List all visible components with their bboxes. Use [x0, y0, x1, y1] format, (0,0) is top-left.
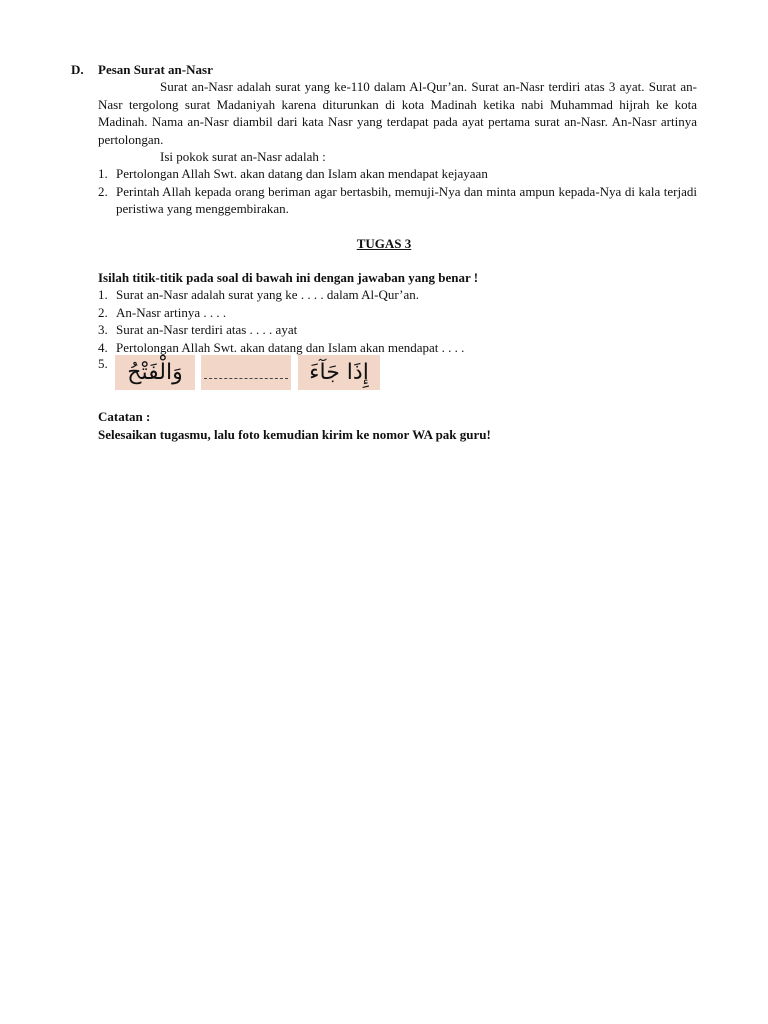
assignment-title: TUGAS 3: [356, 236, 412, 251]
question-number: 1.: [98, 287, 108, 302]
question-item: [98, 286, 697, 304]
question-list: [98, 286, 697, 356]
note-text: Selesaikan tugasmu, lalu foto kemudian kirim ke nomor WA pak guru!: [98, 427, 491, 442]
list-number: 2.: [98, 183, 108, 199]
main-points-intro: Isi pokok surat an-Nasr adalah :: [160, 149, 326, 164]
question-item: [98, 339, 697, 357]
arabic-word: وَالْفَتْحُ: [127, 360, 183, 385]
answer-blank-line: [204, 378, 288, 379]
arabic-word-box: [298, 355, 380, 390]
arabic-word-box: [115, 355, 195, 390]
question-number: 2.: [98, 304, 108, 320]
answer-blank-box: [201, 355, 291, 390]
section-title: Pesan Surat an-Nasr: [98, 62, 213, 77]
question-text: An-Nasr artinya . . . .: [116, 304, 227, 320]
intro-paragraph: Surat an-Nasr adalah surat yang ke-110 dalam Al-Qur’an. Surat an-Nasr terdiri atas 3 ayat. Surat an-Nasr tergolong surat Madaniyah karena diturunkan di kota Madinah ketika nabi Muhammad hijrah ke kota Madinah. Nama an-Nasr diambil dari kata Nasr yang terdapat pada ayat pertama surat an-Nasr. An-Nasr artinya pertolongan.: [98, 79, 697, 147]
question-number: 3.: [98, 322, 108, 337]
question-number: 5.: [98, 356, 108, 371]
question-item: [98, 321, 697, 339]
question-item: [98, 304, 697, 322]
assignment-instruction: Isilah titik-titik pada soal di bawah ini dengan jawaban yang benar !: [98, 270, 479, 285]
question-text: Pertolongan Allah Swt. akan datang dan Islam akan mendapat . . . .: [116, 339, 465, 355]
list-item: [98, 165, 697, 183]
arabic-word: إِذَا جَآءَ: [309, 360, 369, 385]
question-number: 4.: [98, 339, 108, 355]
list-item-text: Pertolongan Allah Swt. akan datang dan Islam akan mendapat kejayaan: [116, 166, 488, 181]
list-item: [98, 183, 697, 218]
question-5: [98, 355, 398, 393]
list-number: 1.: [98, 166, 108, 181]
main-points-list: [98, 165, 697, 218]
question-text: Surat an-Nasr adalah surat yang ke . . . . dalam Al-Qur’an.: [116, 287, 419, 302]
question-text: Surat an-Nasr terdiri atas . . . . ayat: [116, 322, 298, 337]
note-label: Catatan :: [98, 409, 151, 424]
list-item-text: Perintah Allah kepada orang beriman agar bertasbih, memuji-Nya dan minta ampun kepada-Nya di kala terjadi peristiwa yang menggembirakan.: [116, 183, 697, 216]
section-letter: D.: [71, 62, 84, 77]
